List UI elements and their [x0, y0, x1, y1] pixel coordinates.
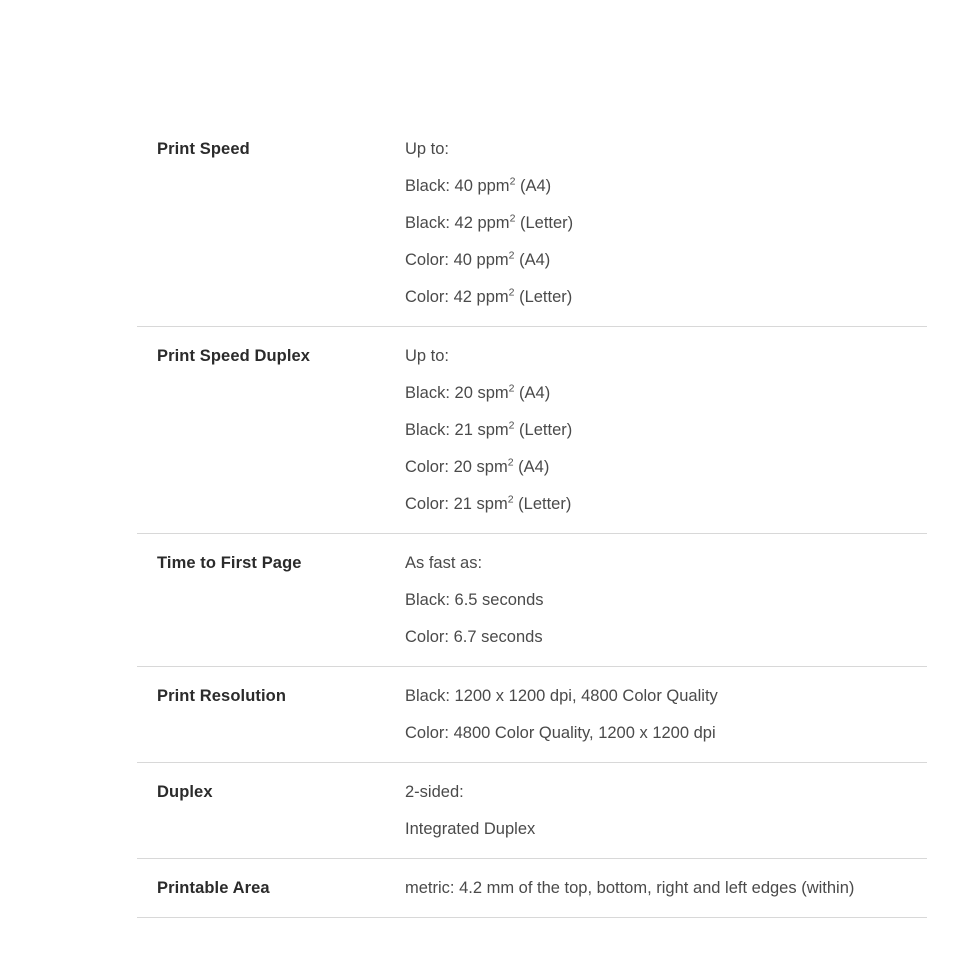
row-label: Printable Area	[157, 879, 270, 897]
table-row	[137, 327, 927, 534]
table-row	[137, 120, 927, 327]
value-line: Up to:	[405, 140, 450, 158]
value-line: Color: 42 ppm$^2$ (Letter)	[405, 286, 573, 306]
table-row	[137, 859, 927, 918]
table-row	[137, 534, 927, 667]
row-label: Print Speed	[157, 140, 250, 158]
footnote-marker: 2	[508, 419, 515, 432]
value-line: Black: 40 ppm$^2$ (A4)	[405, 175, 552, 195]
row-label: Time to First Page	[157, 554, 302, 572]
footnote-marker: 2	[508, 286, 515, 299]
row-value	[386, 343, 927, 517]
row-value	[386, 550, 927, 650]
row-label: Duplex	[157, 783, 213, 801]
row-value	[386, 875, 927, 901]
footnote-marker: 2	[507, 493, 514, 506]
value-line: Color: 21 spm$^2$ (Letter)	[405, 493, 572, 513]
footnote-marker: 2	[509, 175, 516, 188]
value-line: Black: 1200 x 1200 dpi, 4800 Color Quality	[405, 687, 718, 705]
value-line: Up to:	[405, 347, 450, 365]
value-line: Black: 6.5 seconds	[405, 591, 544, 609]
row-value	[386, 683, 927, 746]
specifications-table	[137, 120, 927, 918]
footnote-marker: 2	[509, 212, 516, 225]
row-label: Print Speed Duplex	[157, 347, 311, 365]
value-line: 2-sided:	[405, 783, 464, 801]
table-row	[137, 667, 927, 763]
value-line: Black: 21 spm$^2$ (Letter)	[405, 419, 573, 439]
footnote-marker: 2	[508, 382, 515, 395]
row-value	[386, 779, 927, 842]
value-line: As fast as:	[405, 554, 483, 572]
value-line: Color: 4800 Color Quality, 1200 x 1200 dpi	[405, 724, 716, 742]
value-line: Integrated Duplex	[405, 820, 536, 838]
value-line: Black: 42 ppm$^2$ (Letter)	[405, 212, 574, 232]
footnote-marker: 2	[507, 456, 514, 469]
value-line: Black: 20 spm$^2$ (A4)	[405, 382, 551, 402]
table-row	[137, 763, 927, 859]
value-line: Color: 40 ppm$^2$ (A4)	[405, 249, 551, 269]
row-value	[386, 136, 927, 310]
value-line: metric: 4.2 mm of the top, bottom, right and left edges (within)	[405, 879, 855, 897]
row-label: Print Resolution	[157, 687, 287, 705]
value-line: Color: 20 spm$^2$ (A4)	[405, 456, 550, 476]
value-line: Color: 6.7 seconds	[405, 628, 543, 646]
footnote-marker: 2	[508, 249, 515, 262]
